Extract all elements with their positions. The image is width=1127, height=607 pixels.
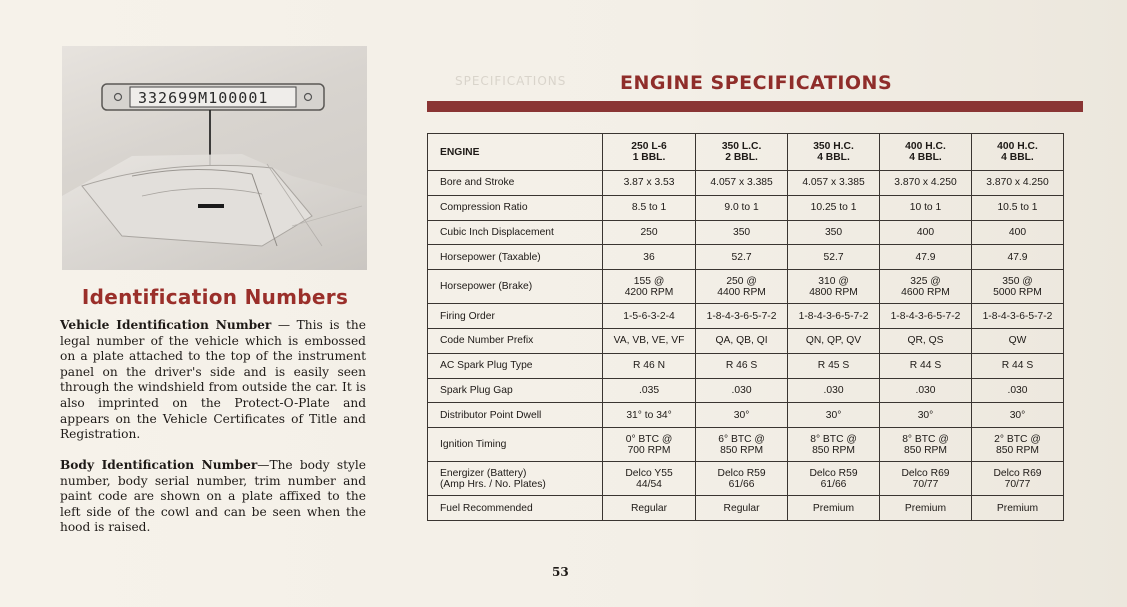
cell-line: Regular [631,502,668,514]
table-row [428,353,1064,378]
cell-line: 310 @ [818,275,849,287]
row-label-line: Code Number Prefix [440,335,534,347]
identification-title: Identification Numbers [81,285,349,309]
cell-line: 700 RPM [627,444,671,456]
header-line: 250 L-6 [631,141,667,152]
cell-line: 4.057 x 3.385 [710,177,773,189]
table-cell [880,378,972,403]
row-label [428,328,603,353]
row-label-line: Spark Plug Gap [440,384,513,396]
cell-line: QA, QB, QI [715,335,768,347]
cell-line: QR, QS [907,335,944,347]
table-cell [603,195,696,220]
row-label-line: Energizer (Battery) [440,467,527,479]
cell-line: 61/66 [820,478,847,490]
cell-line: 250 @ [726,275,757,287]
cell-line: 6° BTC @ [718,433,765,445]
table-cell [971,496,1063,521]
cell-line: R 46 N [633,360,666,372]
cell-line: 9.0 to 1 [724,202,759,214]
table-cell [696,462,788,496]
header-line: 400 H.C. [997,141,1038,152]
table-cell [880,353,972,378]
row-label [428,270,603,304]
table-row [428,403,1064,428]
cell-line: .035 [639,384,660,396]
cell-line: 4400 RPM [717,286,766,298]
cell-line: 8.5 to 1 [631,202,667,214]
cell-line: Regular [723,502,760,514]
cell-line: 850 RPM [720,444,764,456]
cell-line: 350 @ [1002,275,1033,287]
cell-line: Premium [996,502,1039,514]
cell-line: 70/77 [912,478,939,490]
table-cell [971,195,1063,220]
table-cell [788,270,880,304]
row-label [428,403,603,428]
table-row [428,304,1064,329]
table-cell [696,220,788,245]
table-cell [971,328,1063,353]
row-label [428,353,603,378]
cell-line: 10 to 1 [909,202,942,214]
cell-line: 1-8-4-3-6-5-7-2 [706,310,777,322]
cell-line: R 45 S [817,360,850,372]
cell-line: R 44 S [1001,360,1034,372]
row-label [428,171,603,196]
title-rule [427,101,1083,112]
table-cell [696,171,788,196]
row-label [428,496,603,521]
table-cell [603,428,696,462]
table-cell [788,378,880,403]
cell-line: 44/54 [636,478,662,490]
table-cell [696,496,788,521]
header-engine-3 [788,134,880,171]
header-line: 350 H.C. [813,141,854,152]
cell-line: 52.7 [731,251,752,263]
cell-line: R 44 S [909,360,942,372]
table-cell [880,304,972,329]
cell-line: 850 RPM [904,444,947,456]
row-label-line: Distributor Point Dwell [440,409,542,421]
header-engine-4 [880,134,972,171]
table-cell [788,328,880,353]
row-label [428,245,603,270]
cell-line: 70/77 [1004,478,1031,490]
row-label [428,195,603,220]
table-cell [603,328,696,353]
table-body [428,171,1064,521]
engine-spec-table [427,133,1064,521]
table-cell [788,304,880,329]
cell-line: 8° BTC @ [902,433,949,445]
table-cell [971,270,1063,304]
table-row [428,245,1064,270]
cell-line: 0° BTC @ [625,433,673,445]
row-label-line: Horsepower (Brake) [440,281,533,293]
cell-line: 61/66 [728,478,755,490]
row-label-line: Horsepower (Taxable) [440,251,541,263]
header-engine-1 [603,134,696,171]
table-header-row [428,134,1064,171]
cell-line: 350 [732,226,751,238]
table-cell [788,462,880,496]
table-cell [603,462,696,496]
table-row [428,195,1064,220]
table-cell [880,245,972,270]
cell-line: 5000 RPM [993,286,1042,298]
row-label [428,304,603,329]
row-label-line: Cubic Inch Displacement [440,226,554,238]
table-cell [971,378,1063,403]
table-cell [696,245,788,270]
row-label [428,220,603,245]
cell-line: 3.87 x 3.53 [623,177,675,189]
cell-line: Delco R69 [901,467,950,479]
table-cell [603,378,696,403]
cell-line: 850 RPM [996,444,1039,456]
cell-line: 52.7 [823,251,844,263]
row-label-line: Bore and Stroke [440,177,515,189]
cell-line: 250 [640,226,658,238]
cell-line: 3.870 x 4.250 [986,177,1049,189]
table-cell [788,195,880,220]
table-cell [788,428,880,462]
body-id-paragraph [60,458,366,536]
cell-line: Delco R59 [809,467,858,479]
cell-line: 4600 RPM [901,286,950,298]
cell-line: 1-8-4-3-6-5-7-2 [890,310,961,322]
cell-line: .030 [823,384,844,396]
table-cell [788,171,880,196]
cell-line: 10.25 to 1 [810,202,857,214]
row-label [428,428,603,462]
table-cell [603,171,696,196]
header-engine-label: ENGINE [428,134,603,171]
table-cell [788,353,880,378]
row-label-line: Ignition Timing [440,439,507,451]
header-engine-2 [696,134,788,171]
table-cell [696,378,788,403]
page-number: 53 [552,565,569,579]
cell-line: 30° [1009,409,1026,421]
table-cell [880,220,972,245]
cell-line: 400 [916,226,935,238]
header-line: 4 BBL. [1001,152,1034,163]
table-cell [788,403,880,428]
cell-line: 1-5-6-3-2-4 [623,310,675,322]
table-cell [880,171,972,196]
cell-line: 3.870 x 4.250 [894,177,957,189]
cell-line: 47.9 [1007,251,1028,263]
cell-line: 850 RPM [812,444,855,456]
table-cell [971,403,1063,428]
table-cell [971,171,1063,196]
table-cell [880,328,972,353]
show-through-text: SPECIFICATIONS [455,74,567,88]
table-cell [603,403,696,428]
table-cell [696,195,788,220]
table-cell [971,428,1063,462]
row-label-line: Fuel Recommended [440,502,533,514]
table-cell [603,245,696,270]
cell-line: .030 [915,384,936,396]
header-line: 400 H.C. [905,141,946,152]
cell-line: VA, VB, VE, VF [613,335,685,347]
table-cell [971,304,1063,329]
table-row [428,220,1064,245]
table-cell [696,403,788,428]
cell-line: 31° to 34° [626,409,672,421]
table-cell [880,270,972,304]
header-line: 4 BBL. [817,152,850,163]
header-line: 350 L.C. [721,141,762,152]
engine-specs-title: ENGINE SPECIFICATIONS [620,72,893,94]
table-row [428,270,1064,304]
table-cell [603,353,696,378]
body-id-label: Body Identification Number [60,458,258,472]
row-label-line: (Amp Hrs. / No. Plates) [440,478,546,490]
table-cell [696,353,788,378]
cell-line: Delco Y55 [625,467,673,479]
vin-paragraph [60,318,366,443]
cell-line: 1-8-4-3-6-5-7-2 [982,310,1053,322]
row-label-line: AC Spark Plug Type [440,360,533,372]
header-line: 4 BBL. [909,152,942,163]
table-cell [880,428,972,462]
cell-line: 30° [825,409,842,421]
cell-line: 2° BTC @ [994,433,1041,445]
table-cell [788,245,880,270]
cell-line: 47.9 [915,251,936,263]
cell-line: 325 @ [910,275,941,287]
cell-line: 1-8-4-3-6-5-7-2 [798,310,869,322]
plate-number: 332699M100001 [138,89,269,107]
cell-line: 8° BTC @ [810,433,857,445]
row-label-line: Firing Order [440,310,495,322]
table-cell [696,328,788,353]
table-cell [971,245,1063,270]
table-row [428,328,1064,353]
cell-line: QN, QP, QV [805,335,862,347]
cell-line: 400 [1008,226,1027,238]
cell-line: 36 [643,251,655,263]
cell-line: Delco R59 [717,467,766,479]
cell-line: 10.5 to 1 [997,202,1038,214]
table-row [428,428,1064,462]
cell-line: Premium [812,502,855,514]
table-cell [880,403,972,428]
cell-line: Premium [904,502,947,514]
cell-line: 30° [733,409,750,421]
table-row [428,171,1064,196]
cell-line: 155 @ [633,275,665,287]
cell-line: R 46 S [725,360,758,372]
table-cell [880,496,972,521]
cell-line: 4200 RPM [624,286,674,298]
table-cell [971,353,1063,378]
table-cell [696,428,788,462]
cell-line: 30° [917,409,934,421]
table-row [428,462,1064,496]
vin-plate-photo [62,46,367,270]
vin-plate-illustration [62,46,367,270]
row-label [428,462,603,496]
table-cell [788,220,880,245]
table-cell [880,195,972,220]
table-cell [603,270,696,304]
table-cell [696,270,788,304]
table-cell [971,462,1063,496]
header-line: 2 BBL. [725,152,758,163]
cell-line: 350 [824,226,843,238]
vin-label: Vehicle Identification Number [60,318,272,332]
table-cell [603,220,696,245]
table-cell [696,304,788,329]
header-line: 1 BBL. [632,152,666,163]
cell-line: 4.057 x 3.385 [802,177,865,189]
cell-line: .030 [1007,384,1028,396]
table-cell [788,496,880,521]
table-cell [880,462,972,496]
header-engine-5 [971,134,1063,171]
table-cell [603,304,696,329]
cell-line: 4800 RPM [809,286,858,298]
row-label [428,378,603,403]
body-id-text: —The body style number, body serial number, trim number and paint code are shown on a plate affixed to the left side of the cowl and can be seen when the hood is raised. [60,458,366,535]
cell-line: QW [1008,335,1027,347]
table-row [428,378,1064,403]
vin-text: — This is the legal number of the vehicle which is embossed on a plate attached to the top of the instrument panel on the driver's side and is easily seen through the windshield from outside the car. It is also imprinted on the Protect-O-Plate and appears on the Vehicle Certificates of Title and Registration. [60,318,366,442]
table-row [428,496,1064,521]
cell-line: Delco R69 [993,467,1042,479]
table-cell [971,220,1063,245]
row-label-line: Compression Ratio [440,202,528,214]
table-cell [603,496,696,521]
cell-line: .030 [731,384,752,396]
